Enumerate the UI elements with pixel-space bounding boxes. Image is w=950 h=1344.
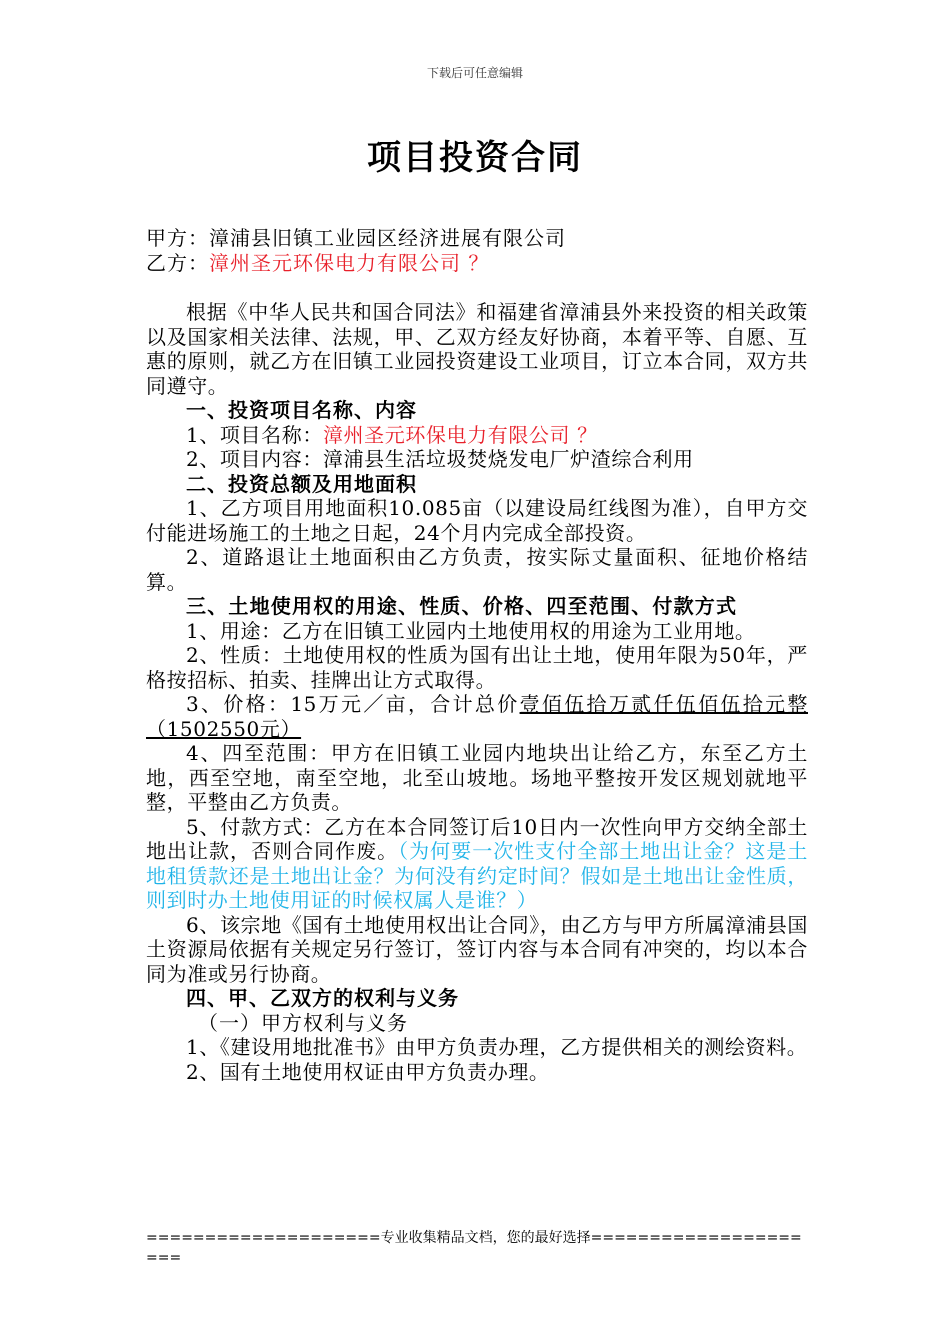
project-name-value: 漳州圣元环保电力有限公司 ？ [322,422,598,447]
road-setback-paragraph: 2、道路退让土地面积由乙方负责，按实际丈量面积、征地价格结算。 [146,545,808,594]
land-use-paragraph: 1、用途：乙方在旧镇工业园内土地使用权的用途为工业用地。 [186,618,756,643]
price-text: 3、价格：15万元／亩，合计总价 [186,692,520,716]
header-note: 下载后可任意编辑 [426,66,523,80]
party-b-name: 漳州圣元环保电力有限公司 ？ [209,250,490,275]
land-area-paragraph: 1、乙方项目用地面积10.085亩（以建设局红线图为准），自甲方交付能进场施工的土地之日起，24个月内完成全部投资。 [146,496,808,545]
land-nature-paragraph: 2、性质：土地使用权的性质为国有出让土地，使用年限为50年，严格按招标、拍卖、挂牌出让方式取得。 [146,643,808,692]
project-name-line [146,423,808,448]
document-body [146,226,808,1084]
document-title: 项目投资合同 [367,138,583,178]
price-amount: 壹佰伍拾万贰仟伍佰伍拾元整（1502550元） [146,692,808,741]
price-paragraph [146,692,808,741]
footer-banner: ====================专业收集精品文档，您的最好选择===================== [146,1230,802,1266]
payment-annotation: （为何要一次性支付全部土地出让金？这是土地租赁款还是土地出让金？为何没有约定时间？假如是土地出让金性质，则到时办土地使用证的时候权属人是谁？） [146,839,808,912]
section-3-heading: 三、土地使用权的用途、性质、价格、四至范围、付款方式 [186,594,738,618]
project-name-label: 1、项目名称： [186,422,323,447]
party-a-line [146,226,808,251]
transfer-contract-paragraph: 6、该宗地《国有土地使用权出让合同》，由乙方与甲方所属漳浦县国土资源局依据有关规定另行签订，签订内容与本合同有冲突的，均以本合同为准或另行协商。 [146,912,808,986]
spacer [146,275,808,300]
section-1-heading: 一、投资项目名称、内容 [186,398,417,422]
party-b-line [146,251,808,276]
party-a-name: 漳浦县旧镇工业园区经济进展有限公司 [209,226,566,250]
intro-paragraph: 根据《中华人民共和国合同法》和福建省漳浦县外来投资的相关政策以及国家相关法律、法规，甲、乙双方经友好协商，本着平等、自愿、互惠的原则，就乙方在旧镇工业园投资建设工业项目，订立本合同，双方共同遵守。 [146,300,808,398]
section-2-heading: 二、投资总额及用地面积 [186,471,417,496]
party-b-label: 乙方： [146,250,209,275]
project-content-line: 2、项目内容：漳浦县生活垃圾焚烧发电厂炉渣综合利用 [186,447,694,471]
section-4-heading: 四、甲、乙双方的权利与义务 [186,986,459,1010]
approval-paragraph: 1、《建设用地批准书》由甲方负责办理，乙方提供相关的测绘资料。 [186,1035,808,1059]
party-a-label: 甲方： [146,226,209,250]
land-certificate-paragraph: 2、国有土地使用权证由甲方负责办理。 [186,1059,550,1084]
boundary-paragraph: 4、四至范围：甲方在旧镇工业园内地块出让给乙方，东至乙方土地，西至空地，南至空地，北至山坡地。场地平整按开发区规划就地平整，平整由乙方负责。 [146,741,808,814]
payment-paragraph [146,815,808,913]
party-a-rights-heading: （一）甲方权利与义务 [198,1010,408,1035]
payment-text: 5、付款方式：乙方在本合同签订后10日内一次性向甲方交纳全部土地出让款，否则合同作废。 [146,814,808,863]
